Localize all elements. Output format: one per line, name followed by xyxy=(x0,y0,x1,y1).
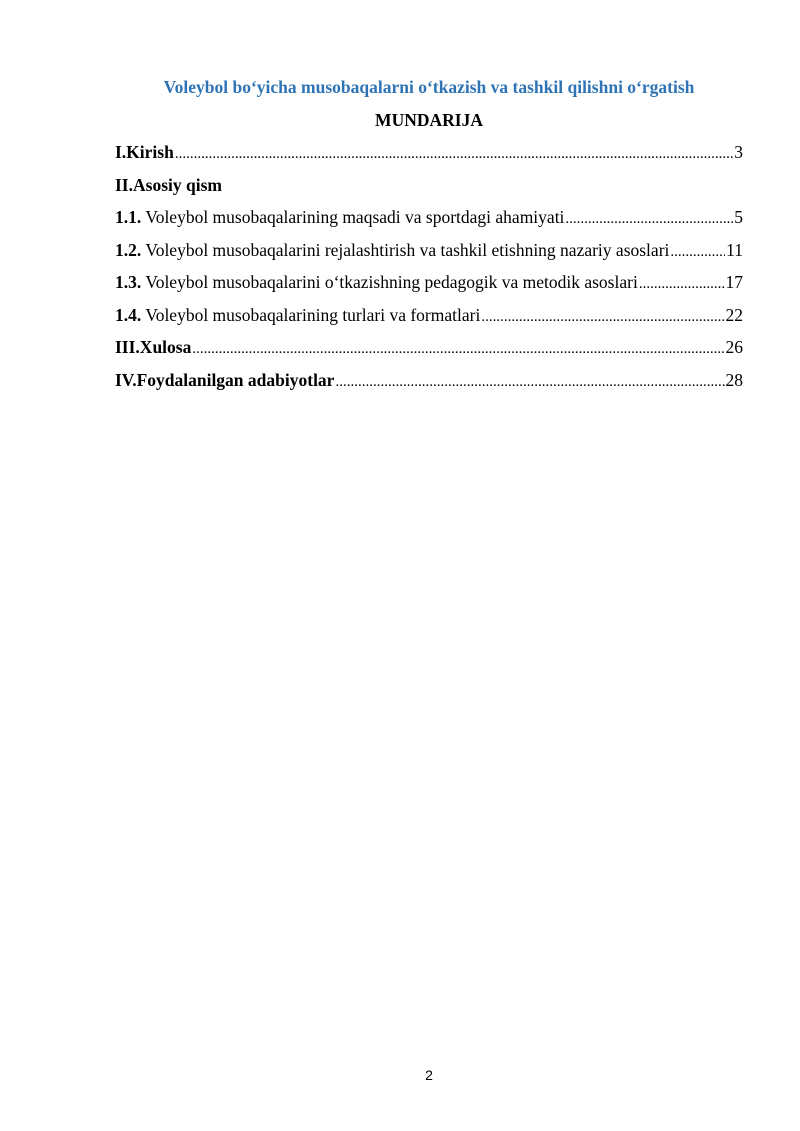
toc-entry-1-1[interactable] xyxy=(115,206,743,239)
toc-entry-page: 26 xyxy=(725,337,743,357)
toc-entry-label: III.Xulosa xyxy=(115,337,192,357)
toc-entry-1-4[interactable] xyxy=(115,304,743,337)
toc-dot-leader xyxy=(565,208,733,230)
toc-entry-number: 1.4. xyxy=(115,304,142,325)
toc-entry-number: 1.1. xyxy=(115,207,142,227)
toc-dot-leader xyxy=(670,241,725,263)
toc-entry-number: 1.2. xyxy=(115,239,142,260)
toc-entry-label xyxy=(115,239,669,261)
toc-entry-page: 5 xyxy=(734,207,743,227)
toc-entry-xulosa[interactable] xyxy=(115,336,743,369)
toc-entry-text: Voleybol musobaqalarini o‘tkazishning pedagogik va metodik asoslari xyxy=(145,272,638,292)
toc-entry-adabiyotlar[interactable] xyxy=(115,369,743,402)
toc-entry-label: IV.Foydalanilgan adabiyotlar xyxy=(115,369,335,390)
toc-entry-1-3[interactable] xyxy=(115,271,743,304)
toc-entry-1-2[interactable] xyxy=(115,239,743,272)
toc-entry-label: I.Kirish xyxy=(115,142,174,162)
toc-entry-text: Voleybol musobaqalarining turlari va formatlari xyxy=(145,304,481,325)
page-number: 2 xyxy=(425,1067,433,1083)
toc-heading: MUNDARIJA xyxy=(375,110,483,130)
toc-entry-kirish[interactable] xyxy=(115,141,743,174)
toc-entry-page: 28 xyxy=(725,369,743,390)
table-of-contents xyxy=(115,141,743,401)
toc-dot-leader xyxy=(192,338,724,360)
document-title: Voleybol bo‘yicha musobaqalarni o‘tkazish va tashkil qilishni o‘rgatish xyxy=(163,77,695,97)
toc-dot-leader xyxy=(639,273,725,295)
toc-entry-text: Voleybol musobaqalarini rejalashtirish va tashkil etishning nazariy asoslari xyxy=(145,239,670,260)
toc-entry-label xyxy=(115,206,564,228)
toc-entry-asosiy-qism[interactable] xyxy=(115,174,743,207)
toc-entry-page: 17 xyxy=(725,272,743,292)
toc-dot-leader xyxy=(481,306,724,328)
toc-entry-label: II.Asosiy qism xyxy=(115,174,222,195)
toc-entry-page: 22 xyxy=(725,304,743,325)
toc-entry-label xyxy=(115,271,638,293)
toc-dot-leader xyxy=(335,371,724,393)
toc-dot-leader xyxy=(175,143,733,165)
toc-entry-label xyxy=(115,304,480,326)
toc-entry-text: Voleybol musobaqalarining maqsadi va sportdagi ahamiyati xyxy=(145,207,565,227)
toc-entry-page: 11 xyxy=(726,239,743,260)
toc-entry-page: 3 xyxy=(734,142,743,162)
toc-entry-number: 1.3. xyxy=(115,272,142,292)
